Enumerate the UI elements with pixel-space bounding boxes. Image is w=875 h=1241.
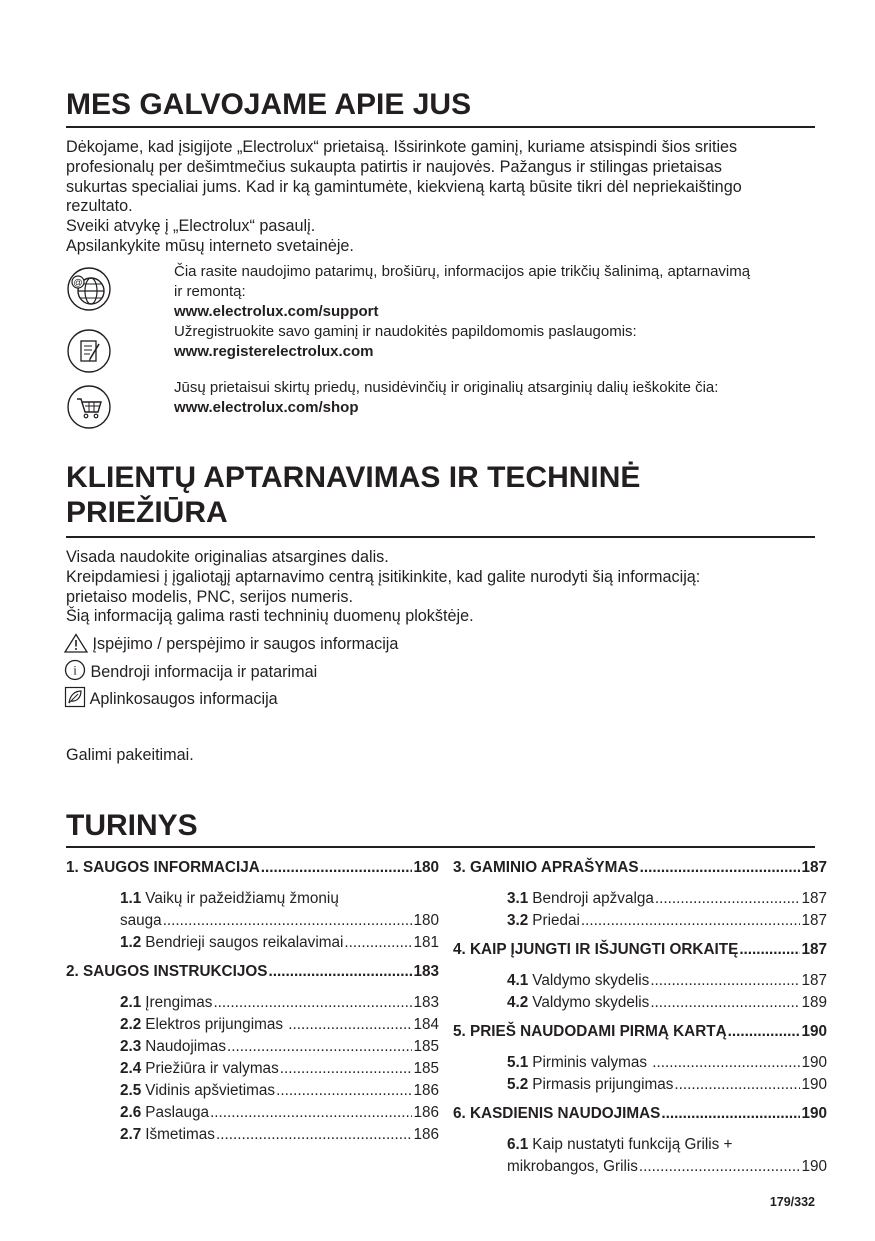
toc-entry-3-1[interactable] [453, 888, 827, 910]
toc-spacer [453, 1044, 827, 1052]
toc-entry-4-1[interactable] [453, 970, 827, 992]
toc-dot-leader [650, 992, 800, 1014]
toc-entry-chapter-2[interactable] [66, 960, 439, 984]
toc-number: 5.1 [507, 1054, 529, 1071]
toc-page: 190 [801, 1076, 827, 1093]
globe-icon [66, 266, 112, 312]
register-link[interactable]: www.registerelectrolux.com [174, 343, 374, 360]
toc-entry-6-1[interactable] [453, 1134, 827, 1156]
toc-dot-leader [640, 856, 801, 880]
svg-text:@: @ [73, 277, 83, 288]
toc-dot-leader [650, 970, 800, 992]
toc-left-column [66, 856, 439, 1146]
toc-label: 3. GAMINIO APRAŠYMAS [453, 859, 639, 876]
legend-environment [64, 686, 278, 710]
intro-line: Sveiki atvykę į „Electrolux“ pasaulį. [66, 217, 316, 236]
toc-label: Išmetimas [145, 1126, 215, 1143]
intro-line: rezultato. [66, 197, 133, 216]
toc-dot-leader [288, 1014, 412, 1036]
toc-page: 187 [801, 890, 827, 907]
toc-page: 186 [413, 1126, 439, 1143]
info-icon [64, 659, 86, 681]
toc-label: Valdymo skydelis [532, 994, 650, 1011]
legend-environment-label: Aplinkosaugos informacija [89, 690, 278, 708]
changes-note [66, 746, 815, 766]
toc-label: 6. KASDIENIS NAUDOJIMAS [453, 1105, 661, 1122]
toc-label: Vaikų ir pažeidžiamų žmonių [145, 890, 339, 907]
toc-dot-leader [213, 992, 412, 1014]
toc-dot-leader [268, 960, 412, 984]
legend-info [64, 659, 317, 683]
toc-page: 187 [801, 972, 827, 989]
toc-label: Pirminis valymas [532, 1054, 652, 1071]
toc-dot-leader [655, 888, 801, 910]
support-text-line: ir remontą: [174, 283, 246, 300]
toc-entry-2-3[interactable] [66, 1036, 439, 1058]
toc-dot-leader [639, 1156, 801, 1178]
register-row [66, 322, 826, 382]
toc-page: 190 [801, 1105, 827, 1122]
toc-dot-leader [210, 1102, 412, 1124]
toc-label: Naudojimas [145, 1038, 227, 1055]
toc-number: 3.1 [507, 890, 529, 907]
toc-entry-5-2[interactable] [453, 1074, 827, 1096]
toc-label: 2. SAUGOS INSTRUKCIJOS [66, 963, 268, 980]
toc-page: 180 [413, 859, 439, 876]
intro-line: Dėkojame, kad įsigijote „Electrolux“ prietaisą. Išsirinkote gaminį, kuriame atsispindi šios srities [66, 138, 738, 156]
toc-label: 4. KAIP ĮJUNGTI IR IŠJUNGTI ORKAITĘ [453, 941, 739, 958]
toc-page: 187 [801, 859, 827, 876]
toc-entry-1-1[interactable] [66, 888, 439, 910]
intro-line: sukurtas specialiai jums. Kad ir ką gamintumėte, kiekvieną kartą būsite tikri dėl nepriekaištingo [66, 177, 742, 196]
warning-triangle-icon [64, 633, 88, 653]
intro-line: Apsilankykite mūsų interneto svetainėje. [66, 236, 354, 255]
toc-label: Bendroji apžvalga [532, 890, 654, 907]
toc-number: 6.1 [507, 1136, 529, 1153]
toc-entry-2-5[interactable] [66, 1080, 439, 1102]
toc-number: 2.3 [120, 1038, 142, 1055]
legend-warning [64, 632, 398, 656]
toc-entry-2-4[interactable] [66, 1058, 439, 1080]
toc-page: 181 [413, 934, 439, 951]
toc-number: 2.2 [120, 1016, 142, 1033]
toc-entry-2-1[interactable] [66, 992, 439, 1014]
toc-number: 4.2 [507, 994, 529, 1011]
service-line: prietaiso modelis, PNC, serijos numeris. [66, 587, 353, 606]
toc-label: Įrengimas [145, 994, 213, 1011]
toc-label: Priežiūra ir valymas [145, 1060, 279, 1077]
svg-text:i: i [73, 662, 77, 678]
toc-page: 190 [801, 1023, 827, 1040]
title-line: KLIENTŲ APTARNAVIMAS IR TECHNINĖ [66, 461, 641, 494]
toc-page: 183 [413, 994, 439, 1011]
toc-entry-2-2[interactable] [66, 1014, 439, 1036]
toc-number: 4.1 [507, 972, 529, 989]
toc-label: 1. SAUGOS INFORMACIJA [66, 859, 260, 876]
toc-dot-leader [261, 856, 413, 880]
toc-dot-leader [163, 910, 413, 932]
toc-entry-2-6[interactable] [66, 1102, 439, 1124]
toc-page: 187 [801, 912, 827, 929]
toc-spacer [453, 880, 827, 888]
toc-label: Kaip nustatyti funkciją Grilis + [532, 1136, 733, 1153]
toc-number: 2.4 [120, 1060, 142, 1077]
toc-dot-leader [661, 1102, 800, 1126]
service-line: Šią informaciją galima rasti techninių duomenų plokštėje. [66, 607, 474, 626]
support-text-line: Čia rasite naudojimo patarimų, brošiūrų, informacijos apie trikčių šalinimą, aptarnavimą [174, 263, 751, 280]
toc-label: Priedai [532, 912, 580, 929]
toc-entry-3-2[interactable] [453, 910, 827, 932]
toc-dot-leader [280, 1058, 413, 1080]
toc-dot-leader [227, 1036, 412, 1058]
toc-page: 180 [413, 912, 439, 929]
toc-number: 2.7 [120, 1126, 142, 1143]
support-row [66, 262, 826, 322]
toc-label: Valdymo skydelis [532, 972, 650, 989]
toc-entry-2-7[interactable] [66, 1124, 439, 1146]
toc-spacer [66, 984, 439, 992]
toc-entry-4-2[interactable] [453, 992, 827, 1014]
toc-number: 5.2 [507, 1076, 529, 1093]
toc-number: 1.2 [120, 934, 142, 951]
toc-page: 184 [413, 1016, 439, 1033]
toc-page: 183 [413, 963, 439, 980]
toc-page: 186 [413, 1082, 439, 1099]
toc-page: 186 [413, 1104, 439, 1121]
title-line: PRIEŽIŪRA [66, 496, 228, 529]
toc-entry-1-2[interactable] [66, 932, 439, 954]
toc-entry-chapter-6[interactable] [453, 1102, 827, 1126]
toc-dot-leader [216, 1124, 413, 1146]
toc-label: Vidinis apšvietimas [145, 1082, 276, 1099]
changes-text: Galimi pakeitimai. [66, 746, 194, 764]
toc-dot-leader [581, 910, 801, 932]
toc-entry-chapter-5[interactable] [453, 1020, 827, 1044]
toc-spacer [453, 962, 827, 970]
toc-number: 1.1 [120, 890, 142, 907]
toc-spacer [66, 880, 439, 888]
toc-spacer [453, 1126, 827, 1134]
toc-dot-leader [344, 932, 412, 954]
support-link[interactable]: www.electrolux.com/support [174, 303, 379, 320]
legend-info-label: Bendroji informacija ir patarimai [90, 663, 318, 681]
service-line: Visada naudokite originalias atsargines dalis. [66, 548, 389, 566]
toc-label: Paslauga [145, 1104, 210, 1121]
intro-paragraph [66, 138, 815, 257]
toc-label: 5. PRIEŠ NAUDODAMI PIRMĄ KARTĄ [453, 1023, 727, 1040]
toc-dot-leader [674, 1074, 800, 1096]
register-text-line: Užregistruokite savo gaminį ir naudokitės papildomomis paslaugomis: [174, 323, 637, 340]
toc-entry-1-1-cont[interactable] [66, 910, 439, 932]
toc-dot-leader [652, 1052, 800, 1074]
toc-page: 190 [801, 1054, 827, 1071]
toc-label: Bendrieji saugos reikalavimai [145, 934, 344, 951]
toc-entry-5-1[interactable] [453, 1052, 827, 1074]
toc-number: 2.6 [120, 1104, 142, 1121]
toc-entry-chapter-1[interactable] [66, 856, 439, 880]
toc-dot-leader [276, 1080, 412, 1102]
legend-warning-label: Įspėjimo / perspėjimo ir saugos informacija [92, 635, 399, 653]
toc-page: 187 [801, 941, 827, 958]
toc-entry-6-1-cont[interactable] [453, 1156, 827, 1178]
toc-dot-leader [728, 1020, 801, 1044]
intro-line: profesionalų per dešimtmečius sukaupta patirtis ir naujovės. Pažangus ir stilingas prietaisas [66, 157, 722, 176]
shop-link[interactable]: www.electrolux.com/shop [174, 399, 359, 416]
shop-text-line: Jūsų prietaisui skirtų priedų, nusidėvinčių ir originalių atsarginių dalių ieškokite čia: [174, 379, 719, 396]
shop-row [66, 378, 826, 438]
toc-entry-chapter-4[interactable] [453, 938, 827, 962]
toc-right-column [453, 856, 827, 1178]
toc-label: mikrobangos, Grilis [507, 1158, 638, 1175]
toc-label: Pirmasis prijungimas [532, 1076, 674, 1093]
toc-page: 185 [413, 1060, 439, 1077]
toc-entry-chapter-3[interactable] [453, 856, 827, 880]
toc-label: Elektros prijungimas [145, 1016, 288, 1033]
toc-page: 190 [801, 1158, 827, 1175]
toc-title: TURINYS [66, 809, 198, 842]
section-title-about-you: MES GALVOJAME APIE JUS [66, 88, 472, 121]
toc-page: 189 [801, 994, 827, 1011]
toc-number: 2.5 [120, 1082, 142, 1099]
title-rule [66, 846, 815, 848]
leaf-environment-icon [64, 686, 86, 708]
toc-page: 185 [413, 1038, 439, 1055]
register-notebook-icon [66, 328, 112, 374]
toc-number: 3.2 [507, 912, 529, 929]
page-number: 179/332 [769, 1195, 815, 1209]
service-line: Kreipdamiesi į įgaliotąjį aptarnavimo centrą įsitikinkite, kad galite nurodyti šią informaciją: [66, 567, 701, 586]
service-paragraph [66, 548, 815, 627]
shopping-cart-icon [66, 384, 112, 430]
title-rule [66, 536, 815, 538]
toc-dot-leader [739, 938, 800, 962]
toc-label: sauga [120, 912, 162, 929]
toc-number: 2.1 [120, 994, 142, 1011]
section-title-customer-service [66, 460, 815, 530]
title-rule [66, 126, 815, 128]
